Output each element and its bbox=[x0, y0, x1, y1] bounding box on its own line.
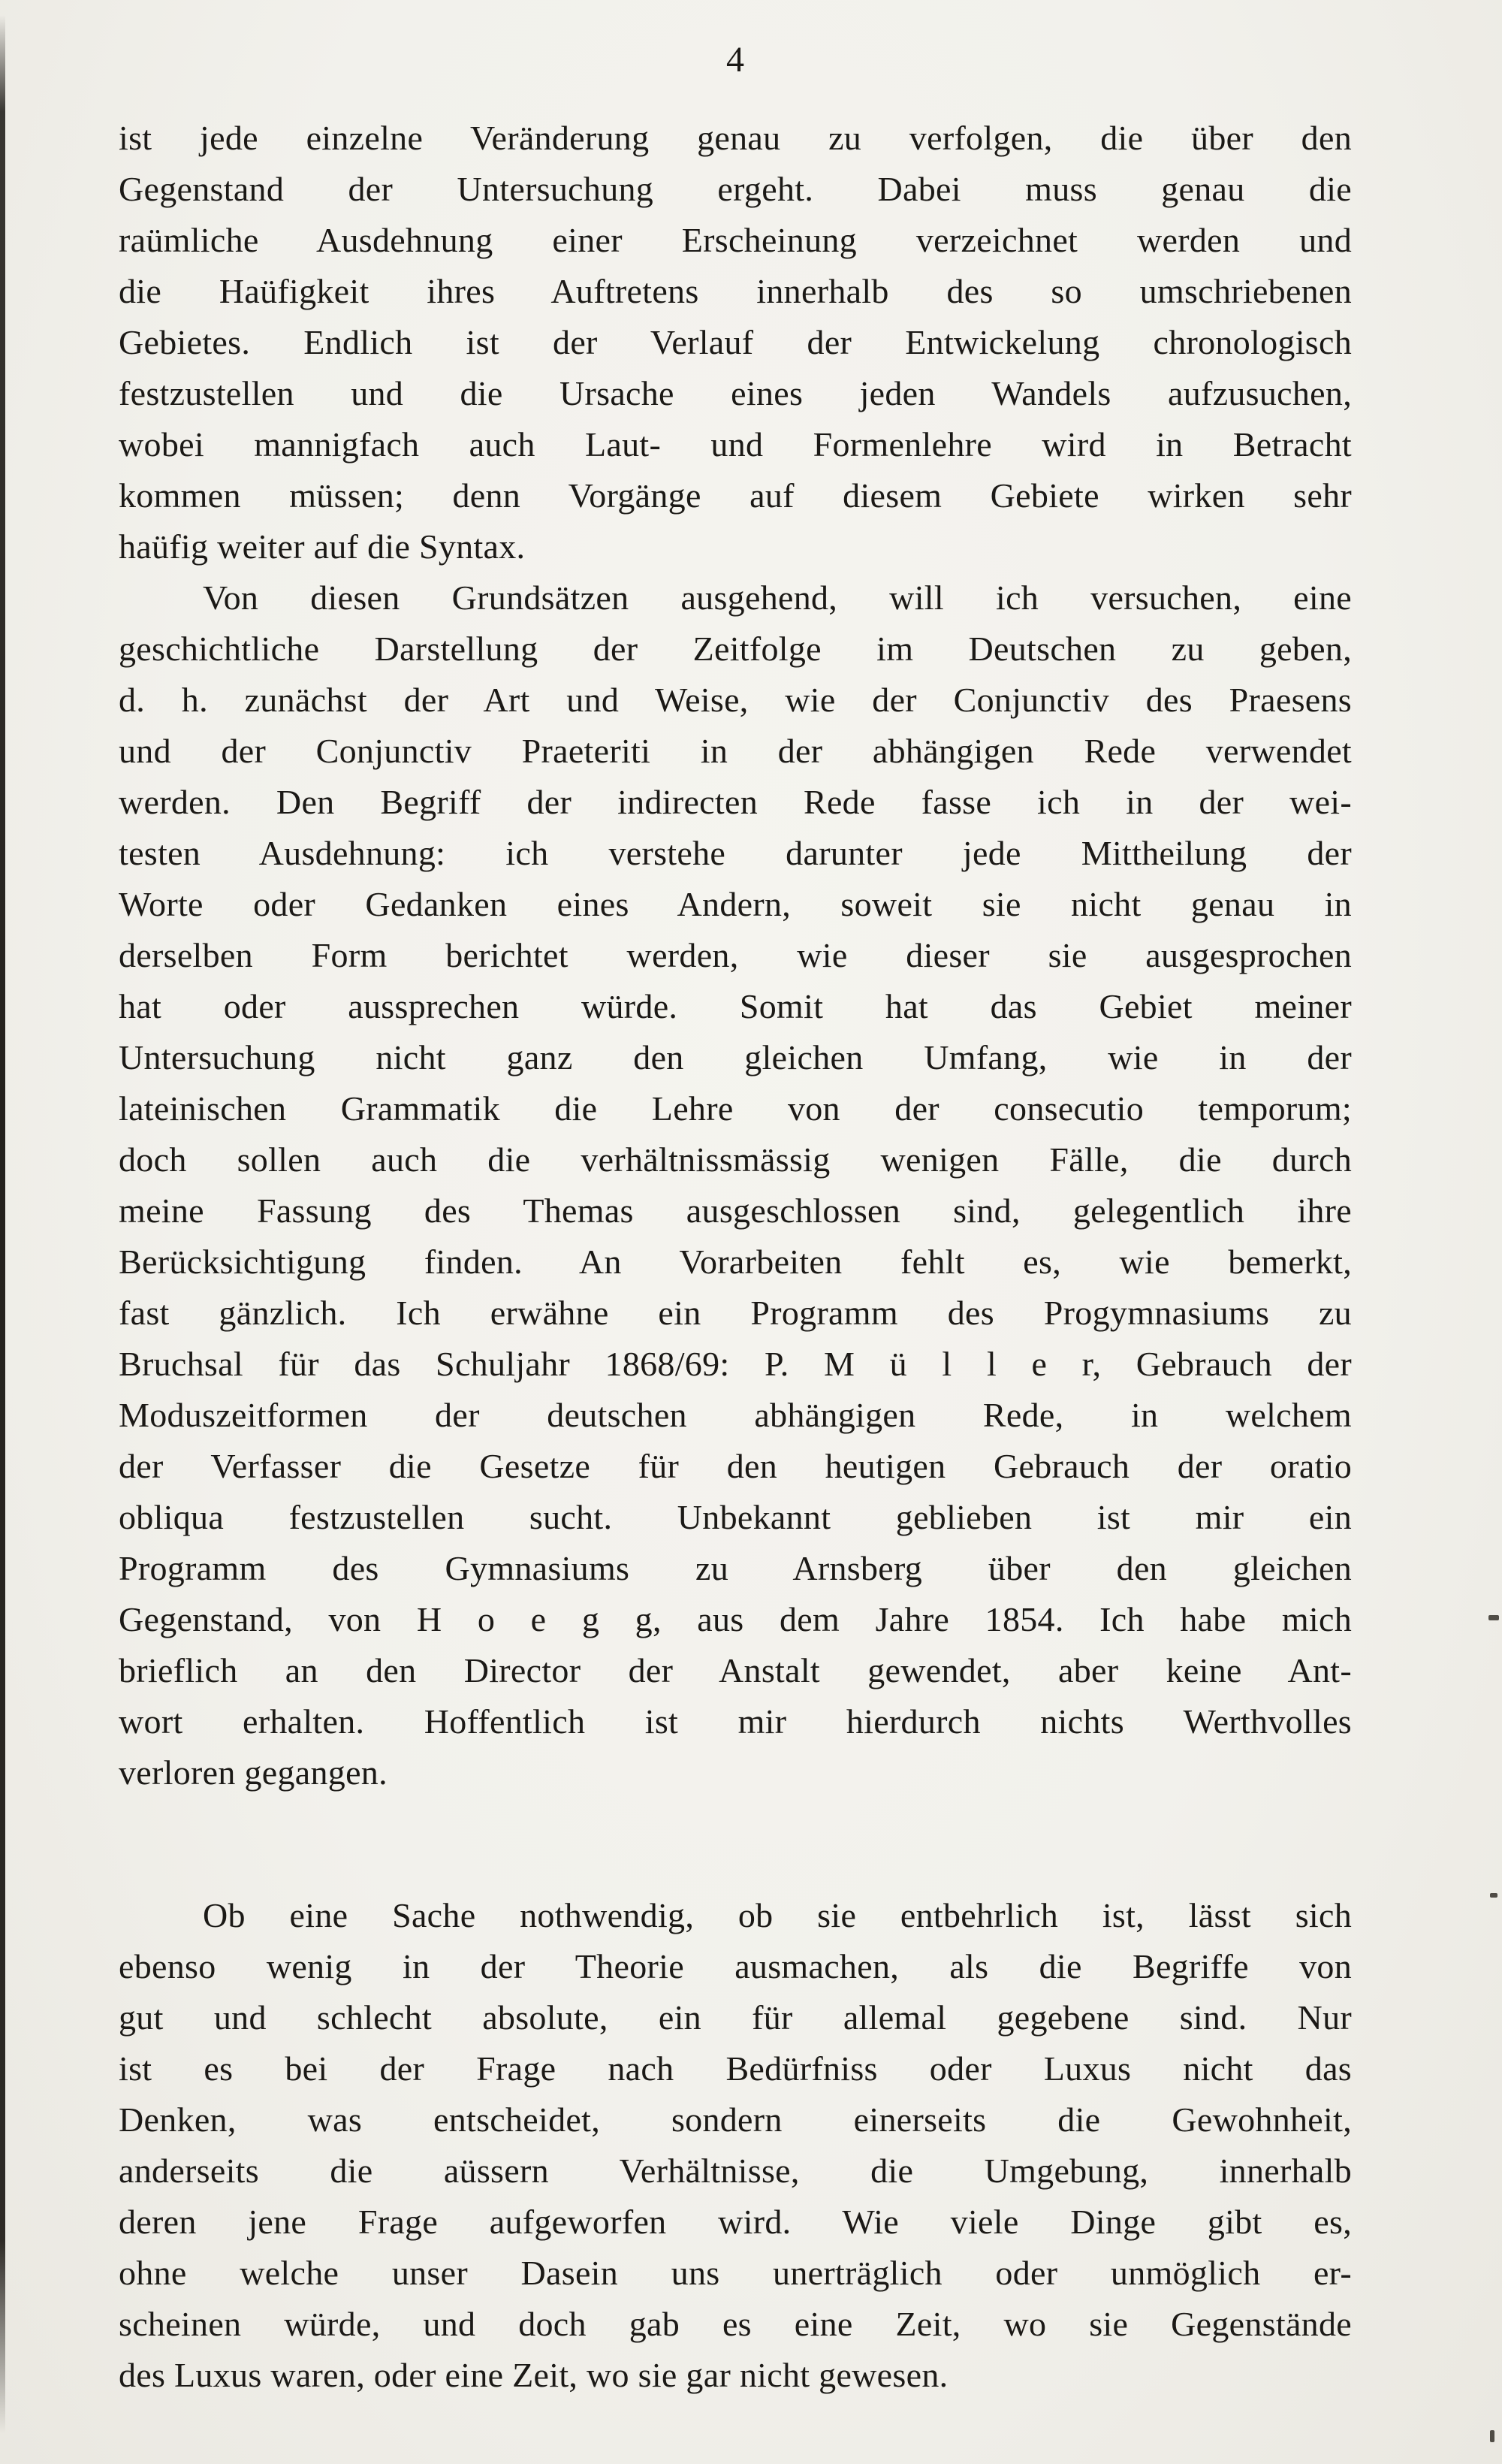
text-line: wort erhalten. Hoffentlich ist mir hierdurch nichts Werthvolles bbox=[119, 1702, 1352, 1741]
text-line: geschichtliche Darstellung der Zeitfolge im Deutschen zu geben, bbox=[119, 630, 1352, 668]
text-line: Ob eine Sache nothwendig, ob sie entbehrlich ist, lässt sich bbox=[203, 1896, 1352, 1934]
paragraph bbox=[119, 113, 1352, 572]
text-line: lateinischen Grammatik die Lehre von der consecutio temporum; bbox=[119, 1089, 1352, 1128]
scan-speck bbox=[1488, 1615, 1499, 1620]
text-line: ebenso wenig in der Theorie ausmachen, als die Begriffe von bbox=[119, 1947, 1352, 1985]
text-line: festzustellen und die Ursache eines jeden Wandels aufzusuchen, bbox=[119, 374, 1352, 412]
text-line: kommen müssen; denn Vorgänge auf diesem Gebiete wirken sehr bbox=[119, 476, 1352, 515]
paragraph bbox=[119, 572, 1352, 1798]
scan-edge-artifact bbox=[0, 15, 5, 2434]
text-line: der Verfasser die Gesetze für den heutigen Gebrauch der oratio bbox=[119, 1447, 1352, 1485]
text-line: ist es bei der Frage nach Bedürfniss oder Luxus nicht das bbox=[119, 2049, 1352, 2088]
text-line: Worte oder Gedanken eines Andern, soweit sie nicht genau in bbox=[119, 885, 1352, 923]
paragraph bbox=[119, 1890, 1352, 2401]
text-line: des Luxus waren, oder eine Zeit, wo sie gar nicht gewesen. bbox=[119, 2356, 949, 2394]
text-line: Gegenstand, von H o e g g, aus dem Jahre 1854. Ich habe mich bbox=[119, 1600, 1352, 1638]
text-line: anderseits die aüssern Verhältnisse, die Umgebung, innerhalb bbox=[119, 2151, 1352, 2190]
text-line: verloren gegangen. bbox=[119, 1753, 388, 1792]
text-line: raümliche Ausdehnung einer Erscheinung verzeichnet werden und bbox=[119, 221, 1352, 259]
text-line: Programm des Gymnasiums zu Arnsberg über den gleichen bbox=[119, 1549, 1352, 1587]
text-line: fast gänzlich. Ich erwähne ein Programm des Progymnasiums zu bbox=[119, 1294, 1352, 1332]
text-line: obliqua festzustellen sucht. Unbekannt geblieben ist mir ein bbox=[119, 1498, 1352, 1536]
text-line: wobei mannigfach auch Laut- und Formenlehre wird in Betracht bbox=[119, 425, 1352, 464]
text-line: Berücksichtigung finden. An Vorarbeiten fehlt es, wie bemerkt, bbox=[119, 1243, 1352, 1281]
text-line: gut und schlecht absolute, ein für allemal gegebene sind. Nur bbox=[119, 1998, 1352, 2037]
text-line: meine Fassung des Themas ausgeschlossen sind, gelegentlich ihre bbox=[119, 1191, 1352, 1230]
scan-speck bbox=[1490, 2430, 1494, 2442]
text-line: testen Ausdehnung: ich verstehe darunter jede Mittheilung der bbox=[119, 834, 1352, 872]
text-line: Gegenstand der Untersuchung ergeht. Dabei muss genau die bbox=[119, 170, 1352, 208]
text-line: Von diesen Grundsätzen ausgehend, will ich versuchen, eine bbox=[203, 578, 1352, 617]
text-line: werden. Den Begriff der indirecten Rede fasse ich in der wei- bbox=[119, 783, 1352, 821]
text-line: haüfig weiter auf die Syntax. bbox=[119, 527, 526, 566]
text-block bbox=[119, 113, 1352, 2401]
text-line: Untersuchung nicht ganz den gleichen Umfang, wie in der bbox=[119, 1038, 1352, 1076]
text-line: ohne welche unser Dasein uns unerträglich oder unmöglich er- bbox=[119, 2254, 1352, 2292]
text-line: deren jene Frage aufgeworfen wird. Wie viele Dinge gibt es, bbox=[119, 2203, 1352, 2241]
text-line: scheinen würde, und doch gab es eine Zeit, wo sie Gegenstände bbox=[119, 2305, 1352, 2343]
text-line: und der Conjunctiv Praeteriti in der abhängigen Rede verwendet bbox=[119, 732, 1352, 770]
page-number: 4 bbox=[726, 40, 744, 80]
text-line: derselben Form berichtet werden, wie dieser sie ausgesprochen bbox=[119, 936, 1352, 974]
text-line: ist jede einzelne Veränderung genau zu verfolgen, die über den bbox=[119, 119, 1352, 157]
text-line: d. h. zunächst der Art und Weise, wie der Conjunctiv des Praesens bbox=[119, 681, 1352, 719]
text-line: hat oder aussprechen würde. Somit hat das Gebiet meiner bbox=[119, 987, 1352, 1025]
text-line: Denken, was entscheidet, sondern einerseits die Gewohnheit, bbox=[119, 2100, 1352, 2139]
text-line: brieflich an den Director der Anstalt gewendet, aber keine Ant- bbox=[119, 1651, 1352, 1689]
text-line: Bruchsal für das Schuljahr 1868/69: P. M ü l l e r, Gebrauch der bbox=[119, 1345, 1352, 1383]
text-line: doch sollen auch die verhältnissmässig wenigen Fälle, die durch bbox=[119, 1140, 1352, 1179]
text-line: Moduszeitformen der deutschen abhängigen Rede, in welchem bbox=[119, 1396, 1352, 1434]
text-line: die Haüfigkeit ihres Auftretens innerhalb des so umschriebenen bbox=[119, 272, 1352, 310]
text-line: Gebietes. Endlich ist der Verlauf der Entwickelung chronologisch bbox=[119, 323, 1352, 361]
scan-speck bbox=[1490, 1893, 1497, 1898]
